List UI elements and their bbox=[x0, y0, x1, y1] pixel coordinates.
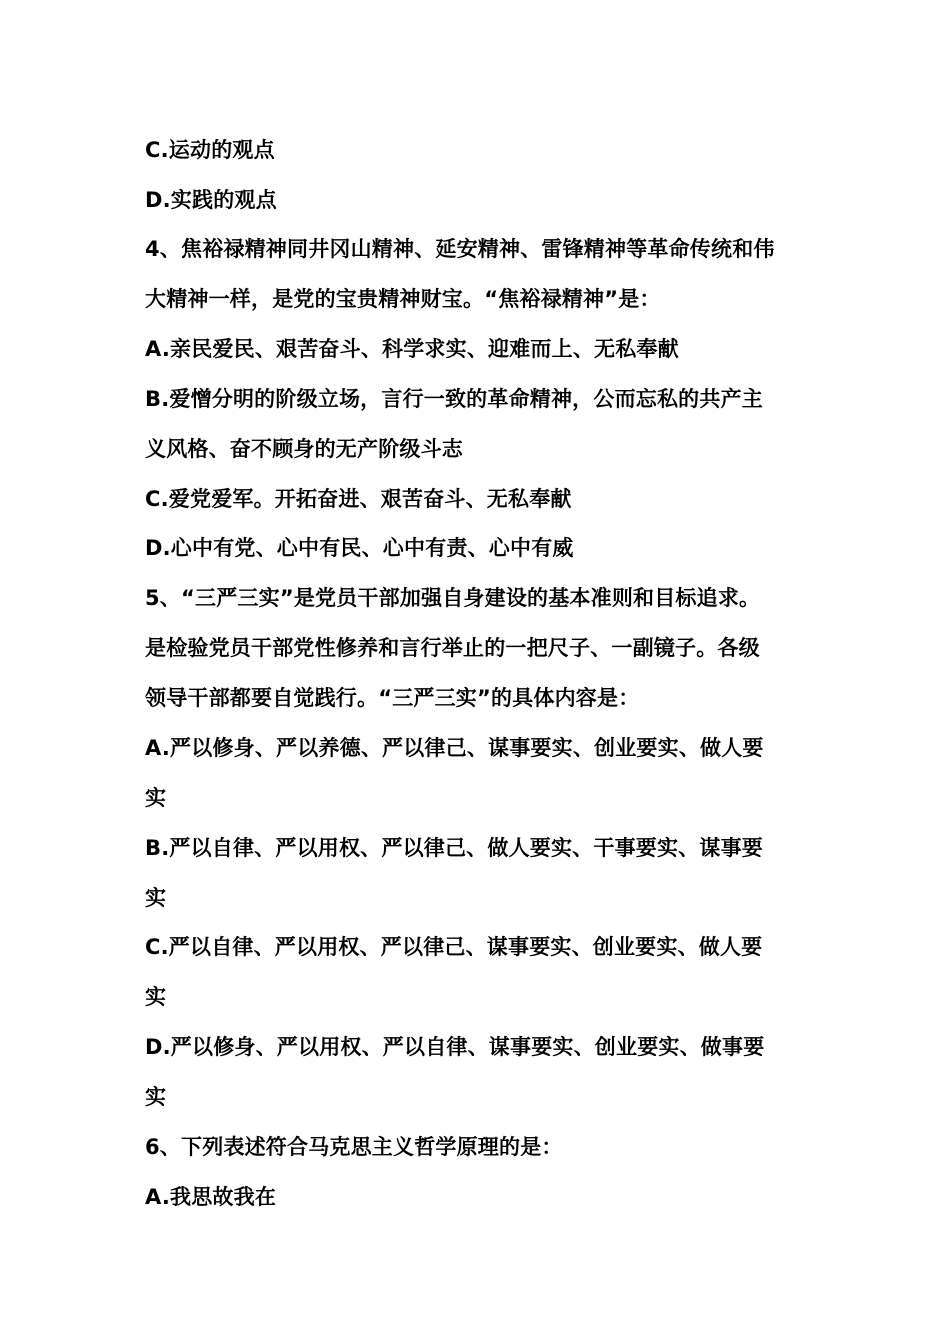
option-a-q4: A.亲民爱民、艰苦奋斗、科学求实、迎难而上、无私奉献 bbox=[145, 337, 679, 361]
question-5-line-1: 5、“三严三实”是党员干部加强自身建设的基本准则和目标追求。 bbox=[145, 586, 761, 610]
option-b-q5-line-2: 实 bbox=[145, 886, 167, 910]
question-5-line-2: 是检验党员干部党性修养和言行举止的一把尺子、一副镜子。各级 bbox=[145, 636, 760, 660]
question-6: 6、下列表述符合马克思主义哲学原理的是： bbox=[145, 1135, 563, 1159]
option-b-q4-line-1: B.爱憎分明的阶级立场，言行一致的革命精神，公而忘私的共产主 bbox=[145, 387, 763, 411]
option-a-q5-line-1: A.严以修身、严以养德、严以律己、谋事要实、创业要实、做人要 bbox=[145, 736, 764, 760]
option-c-q5-line-2: 实 bbox=[145, 985, 167, 1009]
option-b-q5-line-1: B.严以自律、严以用权、严以律己、做人要实、干事要实、谋事要 bbox=[145, 836, 763, 860]
option-c-q5-line-1: C.严以自律、严以用权、严以律己、谋事要实、创业要实、做人要 bbox=[145, 935, 763, 959]
question-4-line-1: 4、焦裕禄精神同井冈山精神、延安精神、雷锋精神等革命传统和伟 bbox=[145, 237, 775, 261]
option-c-q4: C.爱党爱军。开拓奋进、艰苦奋斗、无私奉献 bbox=[145, 487, 572, 511]
option-a-q5-line-2: 实 bbox=[145, 786, 167, 810]
question-4-line-2: 大精神一样，是党的宝贵精神财宝。“焦裕禄精神”是： bbox=[145, 287, 661, 311]
option-b-q4-line-2: 义风格、奋不顾身的无产阶级斗志 bbox=[145, 437, 463, 461]
option-d-q5-line-1: D.严以修身、严以用权、严以自律、谋事要实、创业要实、做事要 bbox=[145, 1035, 765, 1059]
option-d-q3: D.实践的观点 bbox=[145, 188, 277, 212]
option-d-q4: D.心中有党、心中有民、心中有责、心中有威 bbox=[145, 536, 574, 560]
option-a-q6: A.我思故我在 bbox=[145, 1185, 277, 1209]
option-d-q5-line-2: 实 bbox=[145, 1085, 167, 1109]
question-5-line-3: 领导干部都要自觉践行。“三严三实”的具体内容是： bbox=[145, 686, 640, 710]
option-c-q3: C.运动的观点 bbox=[145, 138, 275, 162]
